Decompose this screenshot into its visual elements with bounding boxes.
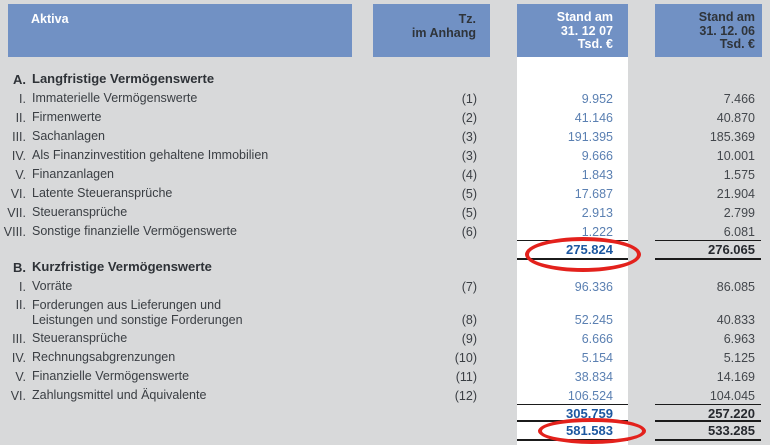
section-title: Langfristige Vermögenswerte [32,70,215,86]
table-row [0,277,770,296]
grand-total-row [0,421,770,439]
row-numeral: II. [15,298,26,312]
row-label: Latente Steueransprüche [32,186,173,201]
section-header-a [0,69,770,89]
highlight-circle-subtotal-a [525,237,641,272]
cell-value-2006: 14.169 [716,369,755,384]
row-numeral: V. [15,167,26,182]
table-row [0,165,770,184]
row-label: Vorräte [32,279,73,294]
row-numeral: IV. [11,148,26,163]
row-label: Firmenwerte [32,110,102,125]
cell-value-2006: 185.369 [709,129,755,144]
column-header-aktiva: Aktiva [31,12,69,26]
row-numeral: I. [19,279,26,294]
cell-value-2007: 106.524 [567,388,613,403]
row-numeral: VI. [10,186,26,201]
cell-value-2007: 41.146 [574,110,613,125]
table-body [0,57,770,439]
subtotal-value-2006: 257.220 [708,405,755,421]
header-bar-aktiva [8,4,352,57]
header-bar-2006 [655,4,762,57]
cell-value-2006: 21.904 [716,186,755,201]
subtotal-value-2007: 305.759 [566,405,613,421]
row-label: Sachanlagen [32,129,105,144]
header-bar-tz [373,4,490,57]
row-numeral: I. [19,91,26,106]
cell-tz: (8) [461,313,477,327]
section-letter: B. [13,259,26,275]
cell-tz: (7) [461,279,477,294]
total-value-2006: 533.285 [708,422,755,438]
cell-tz: (5) [461,205,477,220]
cell-value-2006: 1.575 [723,167,755,182]
row-label: Steueransprüche [32,331,128,346]
table-row [0,108,770,127]
cell-tz: (9) [461,331,477,346]
row-numeral: VI. [10,388,26,403]
table-row [0,367,770,386]
cell-value-2006: 2.799 [723,205,755,220]
cell-value-2007: 191.395 [567,129,613,144]
row-label: Forderungen aus Lieferungen und Leistungen und sonstige Forderungen [32,298,243,327]
cell-value-2007: 96.336 [574,279,613,294]
subtotal-row-b [0,405,770,421]
cell-tz: (4) [461,167,477,182]
cell-value-2007: 1.843 [581,167,613,182]
row-label: Steueransprüche [32,205,128,220]
column-header-tz: Tz. im Anhang [411,12,476,40]
cell-value-2007: 38.834 [574,369,613,384]
rule-line [655,258,761,260]
cell-tz: (3) [461,148,477,163]
row-numeral: III. [12,331,26,346]
rule-line [655,240,761,241]
row-numeral: VII. [7,205,26,220]
cell-value-2006: 10.001 [716,148,755,163]
cell-value-2006: 6.963 [723,331,755,346]
row-numeral: IV. [11,350,26,365]
cell-value-2006: 7.466 [723,91,755,106]
cell-tz: (6) [461,224,477,239]
cell-value-2007: 9.666 [581,148,613,163]
subtotal-value-2007: 275.824 [566,241,613,257]
table-row [0,89,770,108]
cell-value-2006: 5.125 [723,350,755,365]
table-row [0,222,770,241]
section-letter: A. [13,71,26,87]
cell-tz: (5) [461,186,477,201]
table-row [0,146,770,165]
row-numeral: VIII. [3,224,26,239]
cell-value-2006: 40.870 [716,110,755,125]
row-label: Zahlungsmittel und Äquivalente [32,388,207,403]
row-numeral: III. [12,129,26,144]
rule-line [655,439,761,441]
cell-value-2007: 5.154 [581,350,613,365]
rule-line [517,404,628,405]
cell-value-2006: 86.085 [716,279,755,294]
row-label: Als Finanzinvestition gehaltene Immobilien [32,148,269,163]
row-label: Immaterielle Vermögenswerte [32,91,198,106]
rule-line [655,420,761,422]
cell-value-2007: 17.687 [574,186,613,201]
table-row [0,296,770,329]
cell-tz: (10) [454,350,477,365]
rule-line [655,404,761,405]
row-label: Finanzielle Vermögenswerte [32,369,190,384]
cell-tz: (12) [454,388,477,403]
section-header-b [0,257,770,277]
column-header-2007: Stand am 31. 12 07 Tsd. € [556,10,613,51]
cell-value-2006: 40.833 [716,313,755,327]
row-label: Sonstige finanzielle Vermögenswerte [32,224,237,239]
cell-value-2006: 6.081 [723,224,755,239]
subtotal-row-a [0,241,770,257]
cell-tz: (2) [461,110,477,125]
highlight-circle-grand-total [538,418,646,444]
table-row [0,203,770,222]
subtotal-value-2006: 276.065 [708,241,755,257]
cell-value-2007: 2.913 [581,205,613,220]
section-title: Kurzfristige Vermögenswerte [32,258,212,274]
table-row [0,348,770,367]
column-header-2006: Stand am 31. 12. 06 Tsd. € [698,10,755,51]
cell-value-2007: 6.666 [581,331,613,346]
row-label: Rechnungsabgrenzungen [32,350,176,365]
cell-value-2006: 104.045 [709,388,755,403]
row-label: Finanzanlagen [32,167,115,182]
table-row [0,184,770,203]
cell-tz: (1) [461,91,477,106]
cell-value-2007: 52.245 [574,313,613,327]
table-row [0,127,770,146]
cell-value-2007: 1.222 [581,224,613,239]
row-numeral: V. [15,369,26,384]
table-row [0,329,770,348]
header-bar-2007 [517,4,628,57]
cell-tz: (3) [461,129,477,144]
total-value-2007: 581.583 [566,422,613,438]
row-numeral: II. [15,110,26,125]
table-row [0,386,770,405]
cell-value-2007: 9.952 [581,91,613,106]
cell-tz: (11) [455,369,477,384]
